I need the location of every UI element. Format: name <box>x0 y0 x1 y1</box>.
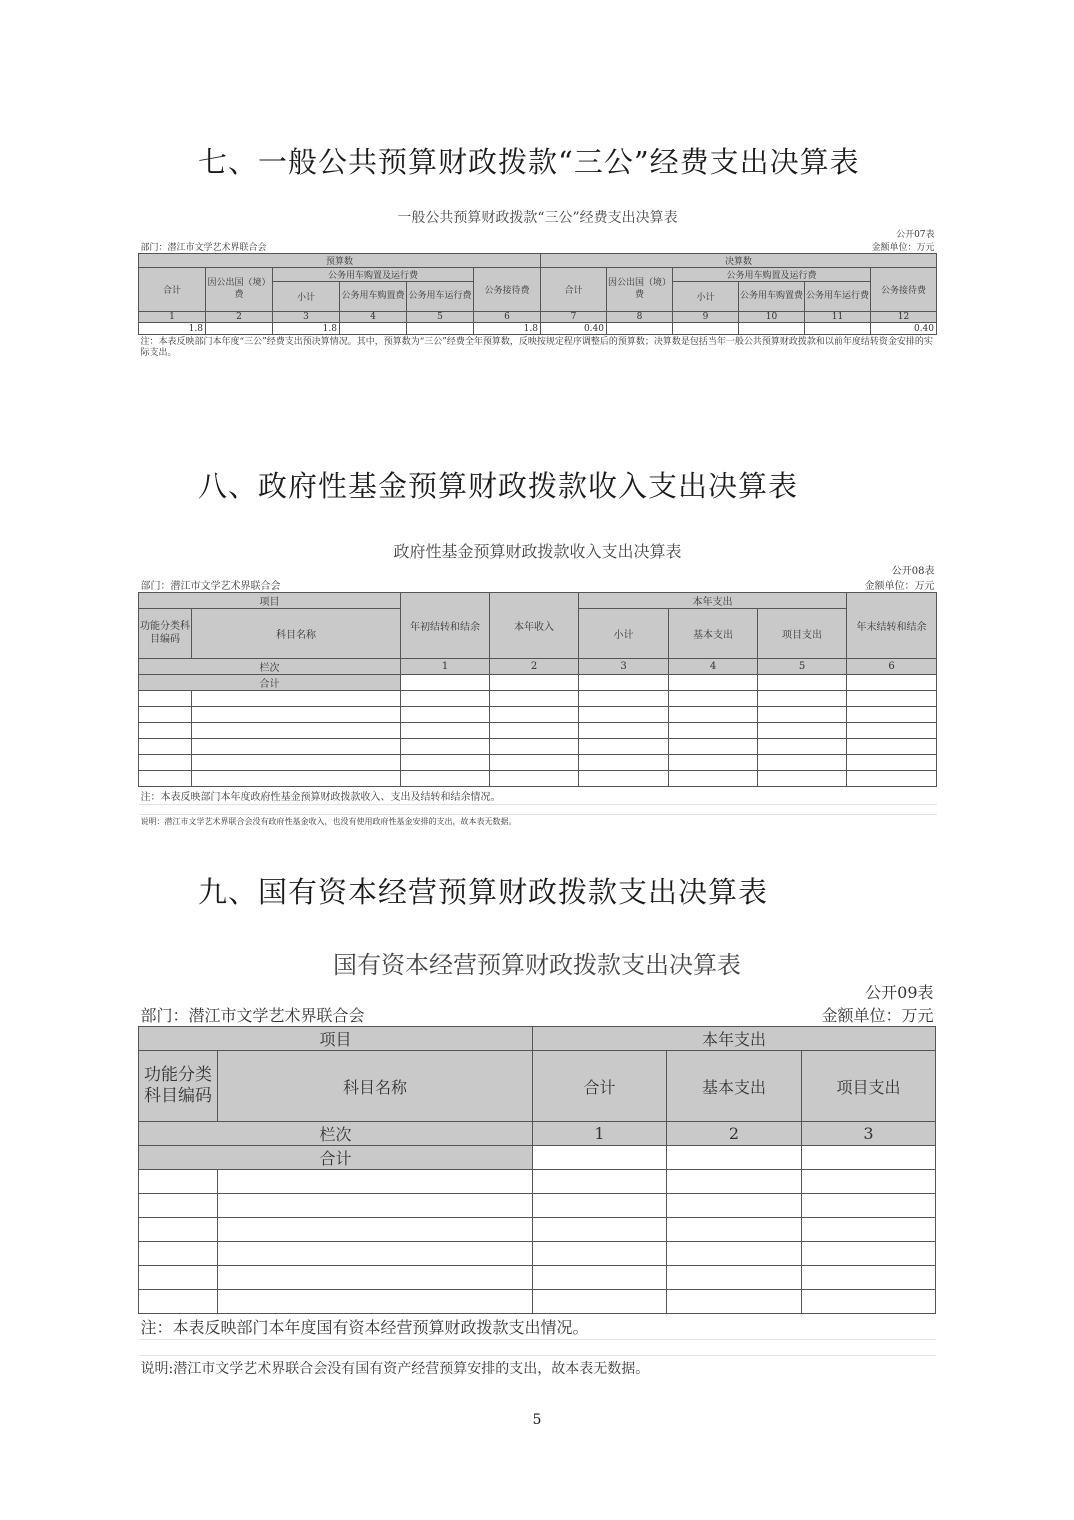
unit-label: 金额单位：万元 <box>871 243 935 253</box>
table-title: 政府性基金预算财政拨款收入支出决算表 <box>393 541 682 561</box>
project-expense-header: 项目支出 <box>758 609 847 659</box>
column-number: 6 <box>847 659 937 675</box>
total-row-label: 合计 <box>139 1146 533 1170</box>
table-cell <box>533 1146 667 1170</box>
table-row <box>139 1194 936 1218</box>
table-row <box>139 1290 936 1314</box>
value-cell <box>340 323 407 335</box>
column-number: 10 <box>739 312 805 323</box>
column-number: 3 <box>579 659 669 675</box>
value-cell <box>607 323 673 335</box>
total-header: 合计 <box>533 1051 667 1122</box>
vehicle-group-header: 公务用车购置及运行费 <box>273 268 474 282</box>
subtotal-header: 小计 <box>579 609 669 659</box>
section7-heading: 七、一般公共预算财政拨款“三公”经费支出决算表 <box>198 145 860 179</box>
function-code-header: 功能分类科目编码 <box>139 1051 218 1122</box>
col-reception: 公务接待费 <box>474 268 541 312</box>
value-cell: 0.40 <box>541 323 607 335</box>
form-number: 公开09表 <box>865 983 934 1002</box>
department-label: 部门：潜江市文学艺术界联合会 <box>140 1006 365 1025</box>
government-fund-table <box>138 538 937 829</box>
subject-name-header: 科目名称 <box>218 1051 533 1122</box>
project-expense-header: 项目支出 <box>802 1051 936 1122</box>
col-reception: 公务接待费 <box>871 268 937 312</box>
table-row <box>139 1218 936 1242</box>
col-total: 合计 <box>139 268 206 312</box>
col-abroad: 因公出国（境）费 <box>607 268 673 312</box>
table-row <box>139 1170 936 1194</box>
column-number: 2 <box>490 659 579 675</box>
column-number: 7 <box>541 312 607 323</box>
table-title: 国有资本经营预算财政拨款支出决算表 <box>333 950 742 979</box>
column-number: 3 <box>273 312 340 323</box>
opening-balance-header: 年初结转和结余 <box>401 593 490 659</box>
table-row <box>139 691 937 707</box>
form-number: 公开08表 <box>891 566 935 577</box>
value-cell <box>805 323 871 335</box>
income-header: 本年收入 <box>490 593 579 659</box>
value-cell: 0.40 <box>871 323 937 335</box>
value-cell: 1.8 <box>474 323 541 335</box>
column-number: 6 <box>474 312 541 323</box>
column-number: 1 <box>533 1122 667 1146</box>
three-public-expense-table <box>138 207 937 361</box>
closing-balance-header: 年末结转和结余 <box>847 593 937 659</box>
table-note: 注：本表反映部门本年度国有资本经营预算财政拨款支出情况。 <box>140 1318 589 1337</box>
final-header: 决算数 <box>541 254 937 268</box>
table-note: 注：本表反映部门本年度“三公”经费支出预决算情况。其中，预算数为“三公”经费全年预算数，反映按规定程序调整后的预算数；决算数是包括当年一般公共预算财政拨款和以前年度结转资金安排的实际支出。 <box>140 337 933 359</box>
col-vehicle-run: 公务用车运行费 <box>407 282 474 312</box>
subject-name-header: 科目名称 <box>192 609 401 659</box>
column-number: 2 <box>667 1122 802 1146</box>
table-row <box>139 755 937 771</box>
total-row-label: 合计 <box>139 675 401 691</box>
column-number: 3 <box>802 1122 936 1146</box>
unit-label: 金额单位：万元 <box>821 1006 934 1025</box>
table-cell <box>847 675 937 691</box>
column-number: 5 <box>758 659 847 675</box>
col-vehicle-run: 公务用车运行费 <box>805 282 871 312</box>
table-row <box>139 1266 936 1290</box>
column-number: 1 <box>401 659 490 675</box>
table-row <box>139 723 937 739</box>
section9-heading: 九、国有资本经营预算财政拨款支出决算表 <box>198 875 769 909</box>
budget-header: 预算数 <box>139 254 541 268</box>
table-cell <box>669 675 758 691</box>
function-code-header: 功能分类科目编码 <box>139 609 192 659</box>
table-cell <box>490 675 579 691</box>
table-row <box>139 739 937 755</box>
column-number: 5 <box>407 312 474 323</box>
value-cell: 1.8 <box>273 323 340 335</box>
value-cell <box>739 323 805 335</box>
expense-header: 本年支出 <box>579 593 847 609</box>
table-cell <box>758 675 847 691</box>
row-label: 栏次 <box>139 659 401 675</box>
col-total: 合计 <box>541 268 607 312</box>
table-row <box>139 1242 936 1266</box>
column-number: 8 <box>607 312 673 323</box>
department-label: 部门：潜江市文学艺术界联合会 <box>140 581 281 592</box>
expense-header: 本年支出 <box>533 1027 936 1051</box>
value-cell <box>407 323 474 335</box>
col-subtotal: 小计 <box>273 282 340 312</box>
unit-label: 金额单位：万元 <box>864 581 935 592</box>
column-number: 4 <box>340 312 407 323</box>
table-cell <box>401 675 490 691</box>
department-label: 部门：潜江市文学艺术界联合会 <box>140 243 267 253</box>
basic-expense-header: 基本支出 <box>667 1051 802 1122</box>
vehicle-group-header: 公务用车购置及运行费 <box>673 268 871 282</box>
column-number: 4 <box>669 659 758 675</box>
state-capital-table <box>138 944 936 1380</box>
col-vehicle-buy: 公务用车购置费 <box>340 282 407 312</box>
table-row <box>139 707 937 723</box>
value-cell <box>673 323 739 335</box>
page-number: 5 <box>532 1412 542 1428</box>
section8-heading: 八、政府性基金预算财政拨款收入支出决算表 <box>198 469 799 503</box>
column-number: 11 <box>805 312 871 323</box>
table-cell <box>802 1146 936 1170</box>
table-remark: 说明：潜江市文学艺术界联合会没有政府性基金收入，也没有使用政府性基金安排的支出，故本表无数据。 <box>139 815 937 829</box>
row-label: 栏次 <box>139 1122 533 1146</box>
table-title: 一般公共预算财政拨款“三公”经费支出决算表 <box>397 210 678 226</box>
table-cell <box>667 1146 802 1170</box>
form-number: 公开07表 <box>896 230 935 240</box>
table-cell <box>579 675 669 691</box>
project-header: 项目 <box>139 1027 533 1051</box>
col-vehicle-buy: 公务用车购置费 <box>739 282 805 312</box>
table-note: 注：本表反映部门本年度政府性基金预算财政拨款收入、支出及结转和结余情况。 <box>140 792 501 803</box>
column-number: 12 <box>871 312 937 323</box>
col-abroad: 因公出国（境）费 <box>206 268 273 312</box>
project-header: 项目 <box>139 593 401 609</box>
table-remark: 说明:潜江市文学艺术界联合会没有国有资产经营预算安排的支出，故本表无数据。 <box>139 1356 936 1380</box>
value-cell: 1.8 <box>139 323 206 335</box>
basic-expense-header: 基本支出 <box>669 609 758 659</box>
column-number: 9 <box>673 312 739 323</box>
value-cell <box>206 323 273 335</box>
table-row <box>139 771 937 787</box>
column-number: 1 <box>139 312 206 323</box>
col-subtotal: 小计 <box>673 282 739 312</box>
column-number: 2 <box>206 312 273 323</box>
